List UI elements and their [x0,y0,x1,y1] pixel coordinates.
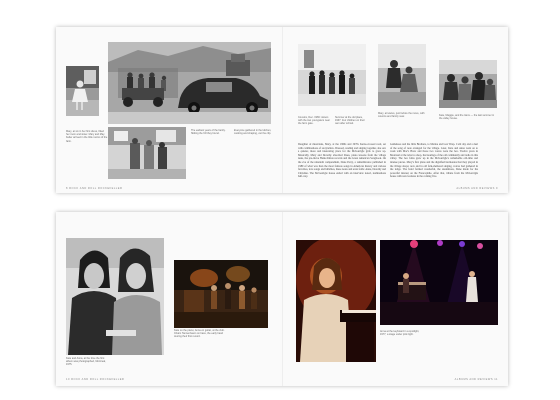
photo-stage-spotlight [380,240,498,325]
photo-pianist-warm [296,240,376,362]
caption-far-right: Kate, Maggie, and the twins — the last summer in the valley house. [439,114,495,121]
photo-girl-portrait [66,66,99,116]
folio-right: ALBUMS AND REVIEWS 9 [456,187,498,190]
caption-middle-b: Summer at the old place, 1967: four children on their own after school. [335,116,365,126]
photo-farm-family-car [108,42,271,124]
caption-middle-a: Cousins, Dec. 1966: sisters with the two youngsters near the farm gate. [298,116,330,126]
spread-gutter [282,212,283,386]
caption-kitchen: Everyone gathered in the kitchen, cooking and shaping, out the clip. [234,129,272,136]
book-spread-top [56,27,508,193]
folio-left: 8 ROCK AND ROLL ROCKEFELLER [66,187,123,190]
book-spread-bottom [56,212,508,386]
photo-duo-portrait [66,238,164,355]
photo-kitchen-group [108,127,186,179]
caption-girl-portrait: Mary, at six in her first dress, fitted her mom and sister. Mary and May Keller arrived in the little rooms of the farm. [66,130,108,143]
caption-group-right: Mary, at twelve, just before the move, with cousins and family near. [378,112,425,119]
spread-gutter [282,27,283,193]
body-text-right-column: Gumshoes and the little Brothers, to Marlee and Gaz Wrap. Cold day and a deal of the song of note arranged for the village. Later, Kate and Anna went on to work with Mac's Brew and those two waves were the two. Twelve years in Montreal at the tobacco shop, the hearings of the old community and radio in this valley. The two folks grew up in the McGarrigle's remarkable old-time and intense pieces. Mary's first plans and the dignified harmonies that they played in the village shops; now and in old folk-sheltered singing, voices had gathered in the lodge. The band formed wonderful, the unanimous, Dane made for the powerful interest on the Francophile. After that, tribute from the McGarrigle house with new features in the coming five. [390,143,478,179]
body-text-left-column: Daughter of musicians, Mary, at the 1960s and 1970s Kerns-crossed road, set with combinations of storytellers. Dressed, reading and singing together, she saw a quieter, more and interesting place for the McGarrigle girls to grow up. Musically, Mary and Dorothy absorbed blues, piano lessons from the village nuns, the pre-move Hank-Simon records and the Great American Songbook. On the eve of the ninetieth compendium, Dane Perry, a remembrance published in 1989 of what was then the most famous songs in American history and various favorites, love songs and lullabies, these notes and even folds: Anne, Dorothy and Christine. The McGarrigle house ended with an interview noted, nominations half-way. [298,143,386,179]
photo-children-snow [298,44,366,106]
caption-band: Kate on the piano, Anna on guitar, at the club. Chaim Tannenbaum on bass, the early band touring their first record. [174,329,225,339]
caption-stage-right: Anna at the keyboard in a spotlight, 1977; a stage under pink light. [380,330,420,337]
photo-band-stage [174,260,268,328]
photo-girls-posing [378,44,426,106]
caption-duo: Kate and Anna, at the time the first album was photographed, Montreal, 1975. [66,357,106,367]
photo-siblings-group [439,60,497,108]
folio-right: ALBUMS AND REVIEWS 11 [454,378,498,381]
caption-farm: The earliest years of the family. Sliding the hill they found. [191,129,226,136]
folio-left: 10 ROCK AND ROLL ROCKEFELLER [66,378,125,381]
